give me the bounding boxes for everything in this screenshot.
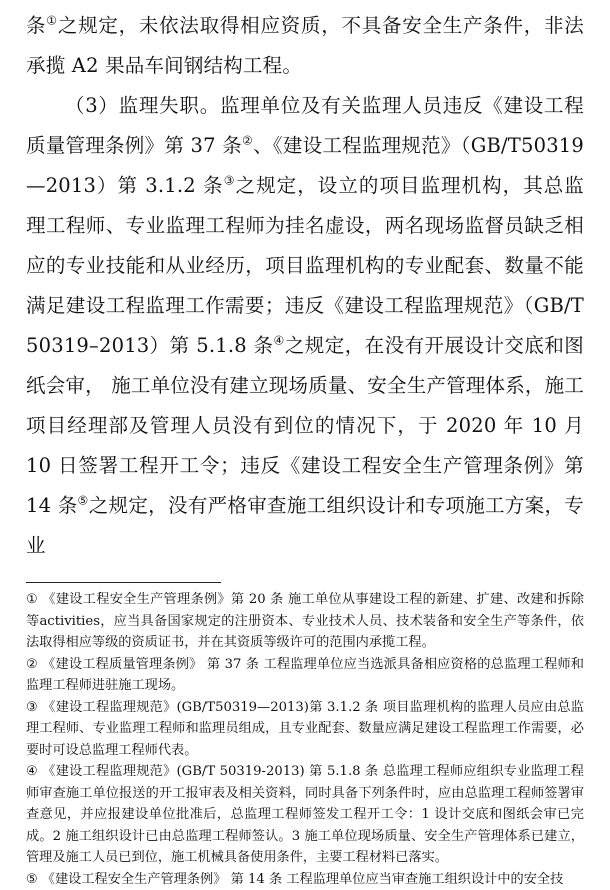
footnote-marker: ②	[26, 657, 42, 672]
footnote-item	[26, 761, 584, 869]
footnote-block	[26, 589, 584, 890]
footnote-ref: ⑤	[78, 494, 89, 508]
footnote-text: 《建设工程安全生产管理条例》第 20 条 施工单位从事建设工程的新建、扩建、改建和拆除等activities，应当具备国家规定的注册资本、专业技术人员、技术装备和安全生产等条件，依法取得相应等级的资质证书，并在其资质等级许可的范围内承揽工程。	[26, 592, 584, 650]
footnote-marker: ④	[26, 764, 42, 779]
footnote-marker: ⑤	[26, 872, 42, 887]
footnote-marker: ③	[26, 700, 42, 715]
footnote-item	[26, 869, 584, 890]
footnote-ref: ④	[274, 334, 285, 348]
footnote-ref: ③	[224, 174, 236, 188]
footnote-item	[26, 654, 584, 697]
paragraph-continued: 条①之规定，未依法取得相应资质，不具备安全生产条件，非法承揽 A2 果品车间钢结构工程。	[26, 6, 584, 86]
body-text-block	[26, 6, 584, 566]
footnote-divider	[26, 582, 221, 583]
footnote-item	[26, 589, 584, 654]
footnote-text: 《建设工程质量管理条例》 第 37 条 工程监理单位应当选派具备相应资格的总监理工程师和监理工程师进驻施工现场。	[26, 657, 584, 694]
footnote-text: 《建设工程安全生产管理条例》 第 14 条 工程监理单位应当审查施工组织设计中的安全技	[42, 872, 563, 887]
footnote-item	[26, 697, 584, 762]
paragraph-supervision-failure: （3）监理失职。监理单位及有关监理人员违反《建设工程质量管理条例》第 37 条②、《建设工程监理规范》（GB/T50319—2013）第 3.1.2 条③之规定，设立的项目监理机构，其总监理工程师、专业监理工程师为挂名虚设，两名现场监督员缺乏相应的专业技能和从业经历，项目监理机构的专业配套、数量不能满足建设工程监理工作需要；违反《建设工程监理规范》（GB/T 50319–2013）第 5.1.8 条④之规定，在没有开展设计交底和图纸会审， 施工单位没有建立现场质量、安全生产管理体系，施工项目经理部及管理人员没有到位的情况下，于 2020 年 10 月 10 日签署工程开工令；违反《建设工程安全生产管理条例》第 14 条⑤之规定，没有严格审查施工组织设计和专项施工方案，专业	[26, 86, 584, 566]
footnote-ref: ①	[46, 14, 58, 28]
footnote-ref: ②	[242, 134, 253, 148]
footnote-marker: ①	[26, 592, 42, 607]
footnote-text: 《建设工程监理规范》(GB/T50319—2013)第 3.1.2 条 项目监理机构的监理人员应由总监理工程师、专业监理工程师和监理员组成，且专业配套、数量应满足建设工程监理工作需要，必要时可设总监理工程师代表。	[26, 700, 584, 758]
footnote-text: 《建设工程监理规范》(GB/T 50319-2013) 第 5.1.8 条 总监理工程师应组织专业监理工程师审查施工单位报送的开工报审表及相关资料，同时具备下列条件时，应由总监理工程师签署审查意见，并应报建设单位批准后，总监理工程师签发工程开工令：1 设计交底和图纸会审已完成。2 施工组织设计已由总监理工程师签认。3 施工单位现场质量、安全生产管理体系已建立，管理及施工人员已到位，施工机械具备使用条件，主要工程材料已落实。	[26, 764, 584, 865]
